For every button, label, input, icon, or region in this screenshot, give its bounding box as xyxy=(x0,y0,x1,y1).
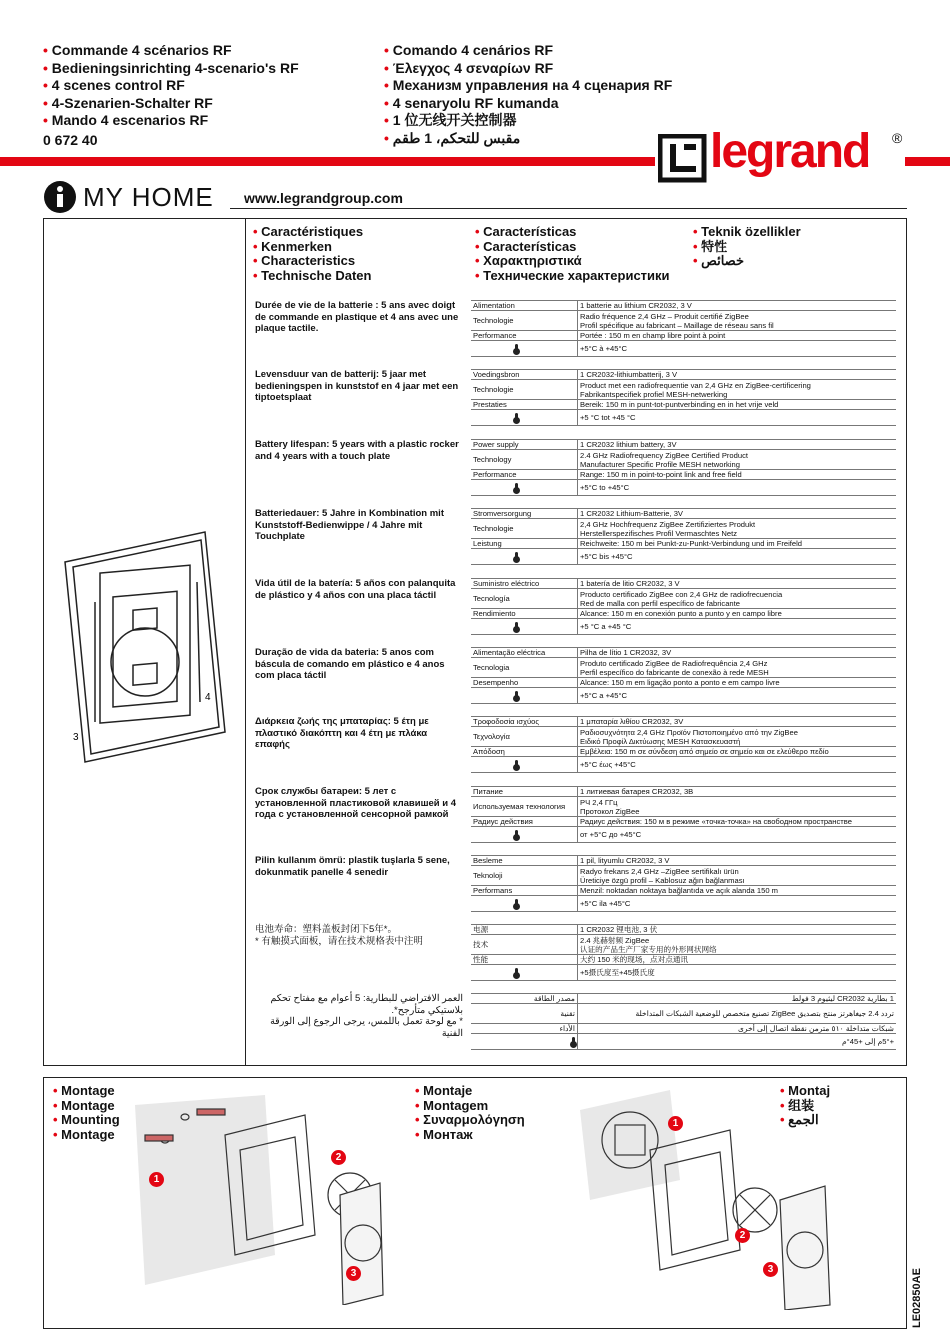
bullet-icon: • xyxy=(43,94,52,111)
legrand-logo-mark-icon xyxy=(658,134,716,192)
montage-col2-text: Montagem xyxy=(423,1097,489,1113)
spec-value: +5°C bis +45°C xyxy=(578,549,897,565)
char-col1-2 xyxy=(253,254,371,269)
bullet-icon: • xyxy=(693,224,702,239)
title-right-0 xyxy=(384,42,672,60)
spec-row xyxy=(471,678,896,688)
spec-row xyxy=(471,341,896,357)
char-col3-text: Teknik özellikler xyxy=(701,224,801,239)
spec-value: 1 CR2032-lithiumbatterij, 3 V xyxy=(578,370,897,380)
spec-row xyxy=(471,817,896,827)
spec-table xyxy=(471,855,896,912)
title-right-text: Механизм управления на 4 сценария RF xyxy=(392,77,673,93)
title-left-2 xyxy=(43,77,299,95)
spec-value: 1 μπαταρία λιθίου CR2032, 3V xyxy=(578,717,897,727)
spec-label: Alimentação eléctrica xyxy=(471,648,578,658)
step-3-badge: 3 xyxy=(346,1266,361,1281)
battery-life-description: Διάρκεια ζωής της μπαταρίας: 5 έτη με πλαστικό διακόπτη και 4 έτη με πλάκα επαφής xyxy=(255,716,429,750)
spec-value: Εμβέλεια: 150 m σε σύνδεση από σημείο σε σημείο και σε ελεύθερο πεδίο xyxy=(578,747,897,757)
spec-value: 2.4 兆赫射频 ZigBee 认证的产品生产厂家专用的外形网状网络 xyxy=(578,935,897,955)
spec-value: Produto certificado ZigBee de Radiofrequência 2,4 GHz Perfil específico do fabricante de conexão à rede MESH xyxy=(578,658,897,678)
spec-value: 1 CR2032 Lithium-Batterie, 3V xyxy=(578,509,897,519)
spec-value: +5°C to +45°C xyxy=(578,480,897,496)
product-drawing-icon xyxy=(55,522,235,792)
thermometer-icon xyxy=(515,968,518,976)
spec-table xyxy=(471,369,896,426)
spec-row xyxy=(471,619,896,635)
image-column-divider xyxy=(245,218,246,1066)
title-left-text: 4 scenes control RF xyxy=(51,77,185,93)
bullet-icon: • xyxy=(253,224,262,239)
spec-label: Τροφοδοσία ισχύος xyxy=(471,717,578,727)
spec-label: Technology xyxy=(471,450,578,470)
spec-row xyxy=(471,955,896,965)
step-2-badge: 2 xyxy=(331,1150,346,1165)
spec-table xyxy=(471,924,896,981)
spec-row xyxy=(471,648,896,658)
bullet-icon: • xyxy=(384,42,393,58)
titles-right xyxy=(384,42,672,147)
montage-col2-text: Συναρμολόγηση xyxy=(423,1112,525,1127)
spec-value: Bereik: 150 m in punt-tot-puntverbinding en in het vrije veld xyxy=(578,400,897,410)
spec-row xyxy=(471,519,896,539)
battery-life-description: Pilin kullanım ömrü: plastik tuşlarla 5 sene, dokunmatik panelle 4 senedir xyxy=(255,855,450,878)
spec-value: 大约 150 米的现场，点对点通讯 xyxy=(578,955,897,965)
bullet-icon: • xyxy=(253,253,262,268)
char-col1-3 xyxy=(253,269,371,284)
thermometer-icon xyxy=(515,899,518,907)
char-col1-1 xyxy=(253,240,371,255)
title-right-text: مقبس للتحكم، 1 طقم xyxy=(392,129,521,146)
spec-value: Ραδιοσυχνότητα 2,4 GHz Προϊόν Πιστοποιημένο από την ZigBee Ειδικό Προφίλ Δικτύωσης MESH Κατασκευαστή xyxy=(578,727,897,747)
montage-col1-text: Montage xyxy=(61,1126,115,1142)
montage-col1-2 xyxy=(53,1113,120,1128)
spec-label: Technologie xyxy=(471,519,578,539)
bullet-icon: • xyxy=(384,77,393,93)
montage-col3-text: Montaj xyxy=(788,1083,831,1098)
bullet-icon: • xyxy=(384,59,393,76)
spec-label xyxy=(471,688,578,704)
spec-table xyxy=(471,439,896,496)
spec-row xyxy=(471,380,896,400)
char-col1-text: Technische Daten xyxy=(261,267,372,283)
title-right-3 xyxy=(384,95,672,113)
spec-label: الأداء xyxy=(471,1024,578,1034)
spec-table xyxy=(471,508,896,565)
spec-row xyxy=(471,797,896,817)
title-right-text: 4 senaryolu RF kumanda xyxy=(392,94,559,111)
bullet-icon: • xyxy=(253,238,262,254)
spec-row xyxy=(471,301,896,311)
battery-life-description: Duração de vida da bateria: 5 anos com báscula de comando em plástico e 4 anos com placa táctil xyxy=(255,647,445,681)
char-col1-text: Characteristics xyxy=(261,253,356,268)
spec-label xyxy=(471,965,578,981)
bullet-icon: • xyxy=(43,42,52,58)
spec-value: Reichweite: 150 m bei Punkt-zu-Punkt-Verbindung und im Freifeld xyxy=(578,539,897,549)
char-col2-text: Características xyxy=(483,238,577,254)
spec-value: +5°C ila +45°C xyxy=(578,896,897,912)
spec-label: Tecnologia xyxy=(471,658,578,678)
spec-row xyxy=(471,370,896,380)
title-left-text: Mando 4 escenarios RF xyxy=(51,112,209,128)
char-col2-text: Χαρακτηριστικά xyxy=(483,253,582,268)
spec-value: Portée : 150 m en champ libre point à point xyxy=(578,331,897,341)
bullet-icon: • xyxy=(253,267,262,283)
spec-value: 1 CR2032 锂电池, 3 伏 xyxy=(578,925,897,935)
char-col2-2 xyxy=(475,254,670,269)
step-2-badge-right: 2 xyxy=(735,1228,750,1243)
spec-label xyxy=(471,549,578,565)
spec-label: Teknoloji xyxy=(471,866,578,886)
spec-value: +5°C à +45°C xyxy=(578,341,897,357)
spec-value: Menzil: noktadan noktaya bağlantıda ve açık alanda 150 m xyxy=(578,886,897,896)
bullet-icon: • xyxy=(53,1126,62,1142)
spec-value: Pilha de lítio 1 CR2032, 3V xyxy=(578,648,897,658)
battery-life-description: Срок службы батареи: 5 лет с установленной пластиковой клавишей и 4 года с установленной сенсорной рамкой xyxy=(255,786,457,820)
spec-label: Радиус действия xyxy=(471,817,578,827)
spec-table xyxy=(471,578,896,635)
char-heading-col3 xyxy=(693,225,801,269)
thermometer-icon xyxy=(515,344,518,352)
spec-label: Prestaties xyxy=(471,400,578,410)
spec-label: 性能 xyxy=(471,955,578,965)
header-red-bar-right xyxy=(905,157,950,166)
spec-label: Suministro eléctrico xyxy=(471,579,578,589)
spec-label: مصدر الطاقة xyxy=(471,994,578,1004)
spec-value: Radyo frekans 2,4 GHz –ZigBee sertifikalı ürün Üreticiye özgü profil – Kablosuz ağın bağlanması xyxy=(578,866,897,886)
spec-label: Stromversorgung xyxy=(471,509,578,519)
spec-label: Performance xyxy=(471,470,578,480)
step-3-badge-right: 3 xyxy=(763,1262,778,1277)
header-rule xyxy=(230,208,907,209)
spec-row xyxy=(471,856,896,866)
spec-table xyxy=(471,786,896,843)
spec-label xyxy=(471,410,578,426)
spec-value: Alcance: 150 m em ligação ponto a ponto e em campo livre xyxy=(578,678,897,688)
spec-row xyxy=(471,400,896,410)
spec-value: от +5°C до +45°C xyxy=(578,827,897,843)
title-right-text: Comando 4 cenários RF xyxy=(392,42,554,58)
spec-label: Desempenho xyxy=(471,678,578,688)
spec-value: 2.4 GHz Radiofrequency ZigBee Certified Product Manufacturer Specific Profile MESH networking xyxy=(578,450,897,470)
spec-label: Используемая технология xyxy=(471,797,578,817)
montage-col2-text: Montaje xyxy=(423,1083,473,1098)
brand-name: legrand xyxy=(710,125,870,178)
char-col3-2 xyxy=(693,254,801,269)
spec-row xyxy=(471,866,896,886)
char-col2-0 xyxy=(475,225,670,240)
spec-label: 电源 xyxy=(471,925,578,935)
title-left-text: 4-Szenarien-Schalter RF xyxy=(51,94,213,111)
char-col3-text: خصائص xyxy=(701,253,744,268)
montage-col2-0 xyxy=(415,1084,525,1099)
spec-value: 1 pil, lityumlu CR2032, 3 V xyxy=(578,856,897,866)
char-col3-text: 特性 xyxy=(701,238,728,254)
bullet-icon: • xyxy=(384,94,393,111)
spec-value: Product met een radiofrequentie van 2,4 GHz en ZigBee-certificering Fabrikantspecifiek profiel MESH-netwerking xyxy=(578,380,897,400)
spec-row xyxy=(471,589,896,609)
spec-row xyxy=(471,331,896,341)
battery-life-description: Battery lifespan: 5 years with a plastic rocker and 4 years with a touch plate xyxy=(255,439,459,462)
battery-life-description: Vida útil de la batería: 5 años con palanquita de plástico y 4 años con una placa táctil xyxy=(255,578,456,601)
spec-label: Voedingsbron xyxy=(471,370,578,380)
thermometer-icon xyxy=(515,760,518,768)
spec-row xyxy=(471,757,896,773)
bullet-icon: • xyxy=(475,253,484,268)
spec-value: +5°م إلى +45°م xyxy=(578,1034,897,1050)
battery-life-description: 电池寿命：塑料盖板封闭下5年*。 * 有触摸式面板，请在技术规格表中注明 xyxy=(255,924,423,947)
bullet-icon: • xyxy=(43,59,52,76)
spec-row xyxy=(471,549,896,565)
myhome-text: MY HOME xyxy=(83,182,214,212)
spec-label xyxy=(471,480,578,496)
thermometer-icon xyxy=(515,622,518,630)
spec-row xyxy=(471,827,896,843)
battery-life-description: العمر الافتراضي للبطارية: 5 أعوام مع مفتاح تحكم بلاستيكي متأرجح*. * مع لوحة تعمل باللمس، يرجى الرجوع إلى الورقة الفنية xyxy=(270,993,463,1039)
spec-row xyxy=(471,1034,896,1050)
spec-row xyxy=(471,470,896,480)
montage-col3-text: 组装 xyxy=(788,1097,815,1113)
info-icon xyxy=(43,180,77,214)
spec-row xyxy=(471,935,896,955)
spec-value: Producto certificado ZigBee con 2,4 GHz de radiofrecuencia Red de malla con perfil específico de fabricante xyxy=(578,589,897,609)
char-col1-text: Caractéristiques xyxy=(261,224,364,239)
website: www.legrandgroup.com xyxy=(244,190,403,206)
montage-col1-3 xyxy=(53,1128,120,1143)
spec-value: 2,4 GHz Hochfrequenz ZigBee Zertifiziertes Produkt Herstellerspezifisches Profil Vermaschtes Netz xyxy=(578,519,897,539)
thermometer-icon xyxy=(515,413,518,421)
spec-label xyxy=(471,619,578,635)
bullet-icon: • xyxy=(415,1126,424,1142)
spec-value: 1 CR2032 lithium battery, 3V xyxy=(578,440,897,450)
titles-left xyxy=(43,42,299,130)
spec-row xyxy=(471,717,896,727)
char-col2-3 xyxy=(475,269,670,284)
title-left-text: Bedieningsinrichting 4-scenario's RF xyxy=(51,59,299,76)
title-left-4 xyxy=(43,112,299,130)
char-col1-0 xyxy=(253,225,371,240)
title-left-1 xyxy=(43,60,299,78)
montage-heading-col1 xyxy=(53,1084,120,1142)
char-col2-text: Технические характеристики xyxy=(483,267,670,283)
step-1-badge: 1 xyxy=(149,1172,164,1187)
spec-label: Τεχνολογία xyxy=(471,727,578,747)
spec-label: Technologie xyxy=(471,380,578,400)
bullet-icon: • xyxy=(53,1097,62,1113)
spec-value: Radio fréquence 2,4 GHz – Produit certifié ZigBee Profil spécifique au fabricant – Maillage de réseau sans fil xyxy=(578,311,897,331)
spec-table xyxy=(471,993,896,1050)
drawing-label-4: 4 xyxy=(205,692,211,703)
spec-table xyxy=(471,647,896,704)
legrand-logo xyxy=(658,125,908,186)
spec-label: Tecnología xyxy=(471,589,578,609)
bullet-icon: • xyxy=(415,1097,424,1113)
brand-registered-mark: ® xyxy=(892,130,903,146)
spec-label: Leistung xyxy=(471,539,578,549)
step-1-badge-right: 1 xyxy=(668,1116,683,1131)
bullet-icon: • xyxy=(780,1112,789,1127)
spec-label: 技术 xyxy=(471,935,578,955)
title-right-2 xyxy=(384,77,672,95)
spec-row xyxy=(471,688,896,704)
spec-row xyxy=(471,994,896,1004)
spec-row xyxy=(471,440,896,450)
drawing-label-3: 3 xyxy=(73,732,79,743)
spec-label xyxy=(471,896,578,912)
spec-row xyxy=(471,410,896,426)
bullet-icon: • xyxy=(780,1097,789,1113)
spec-row xyxy=(471,727,896,747)
spec-label: Performance xyxy=(471,331,578,341)
mounting-drawing-right-icon xyxy=(580,1090,840,1310)
bullet-icon: • xyxy=(693,253,702,268)
spec-value: +5摄氏度至+45摄氏度 xyxy=(578,965,897,981)
bullet-icon: • xyxy=(415,1083,424,1098)
bullet-icon: • xyxy=(475,238,484,254)
montage-col1-text: Montage xyxy=(61,1083,115,1098)
bullet-icon: • xyxy=(43,77,52,93)
char-col2-1 xyxy=(475,240,670,255)
spec-row xyxy=(471,658,896,678)
battery-life-description: Durée de vie de la batterie : 5 ans avec doigt de commande en plastique et 4 ans avec une plaque tactile. xyxy=(255,300,459,334)
spec-label: Питание xyxy=(471,787,578,797)
battery-life-description: Levensduur van de batterij: 5 jaar met bedieningspen in kunststof en 4 jaar met een tiptoetsplaat xyxy=(255,369,459,403)
title-right-1 xyxy=(384,60,672,78)
bullet-icon: • xyxy=(53,1083,62,1098)
title-left-3 xyxy=(43,95,299,113)
char-col2-text: Características xyxy=(483,224,577,239)
spec-row xyxy=(471,609,896,619)
spec-value: +5 °C a +45 °C xyxy=(578,619,897,635)
spec-value: РЧ 2,4 ГГц Протокол ZigBee xyxy=(578,797,897,817)
bullet-icon: • xyxy=(415,1112,424,1127)
spec-row xyxy=(471,311,896,331)
spec-value: +5 °C tot +45 °C xyxy=(578,410,897,426)
doc-code: LE02850AE xyxy=(911,1268,923,1328)
spec-value: +5°C έως +45°C xyxy=(578,757,897,773)
thermometer-icon xyxy=(515,691,518,699)
spec-row xyxy=(471,1004,896,1024)
bullet-icon: • xyxy=(384,112,393,128)
spec-row xyxy=(471,480,896,496)
title-right-text: Έλεγχος 4 σεναρίων RF xyxy=(392,59,554,76)
spec-label: Alimentation xyxy=(471,301,578,311)
spec-label: Rendimiento xyxy=(471,609,578,619)
montage-col2-1 xyxy=(415,1099,525,1114)
spec-row xyxy=(471,787,896,797)
spec-row xyxy=(471,509,896,519)
char-col3-0 xyxy=(693,225,801,240)
title-right-5 xyxy=(384,130,672,148)
spec-row xyxy=(471,925,896,935)
montage-col2-text: Монтаж xyxy=(423,1126,473,1142)
char-heading-col1 xyxy=(253,225,371,283)
spec-value: 1 بطارية CR2032 ليثيوم 3 فولط xyxy=(578,994,897,1004)
spec-label: Power supply xyxy=(471,440,578,450)
spec-value: 1 batterie au lithium CR2032, 3 V xyxy=(578,301,897,311)
montage-col2-2 xyxy=(415,1113,525,1128)
battery-life-description: Batteriedauer: 5 Jahre in Kombination mit Kunststoff-Bedienwippe / 4 Jahre mit Touchplate xyxy=(255,508,444,542)
montage-col1-0 xyxy=(53,1084,120,1099)
spec-row xyxy=(471,539,896,549)
spec-label xyxy=(471,757,578,773)
bullet-icon: • xyxy=(693,238,702,254)
spec-row xyxy=(471,896,896,912)
part-number: 0 672 40 xyxy=(43,132,98,148)
bullet-icon: • xyxy=(53,1112,62,1127)
thermometer-icon xyxy=(515,830,518,838)
bullet-icon: • xyxy=(43,112,52,128)
title-left-text: Commande 4 scénarios RF xyxy=(51,42,232,58)
spec-table xyxy=(471,716,896,773)
spec-label xyxy=(471,827,578,843)
char-heading-col2 xyxy=(475,225,670,283)
spec-table xyxy=(471,300,896,357)
montage-heading-col2 xyxy=(415,1084,525,1142)
montage-col1-1 xyxy=(53,1099,120,1114)
bullet-icon: • xyxy=(475,267,484,283)
spec-value: تردد 2.4 جيغاهرتز منتج بتصديق ZigBee تصنيع متخصص للوضعية الشبكات المتداخلة xyxy=(578,1004,897,1024)
spec-label: Performans xyxy=(471,886,578,896)
bullet-icon: • xyxy=(780,1083,789,1098)
spec-label xyxy=(471,1034,578,1050)
spec-value: 1 литиевая батарея CR2032, 3В xyxy=(578,787,897,797)
thermometer-icon xyxy=(515,483,518,491)
spec-value: +5°C a +45°C xyxy=(578,688,897,704)
thermometer-icon xyxy=(515,552,518,560)
spec-row xyxy=(471,579,896,589)
spec-value: 1 batería de litio CR2032, 3 V xyxy=(578,579,897,589)
spec-value: Alcance: 150 m en conexión punto a punto y en campo libre xyxy=(578,609,897,619)
montage-col1-text: Mounting xyxy=(61,1112,120,1127)
bullet-icon: • xyxy=(384,129,393,146)
header-red-bar xyxy=(0,157,655,166)
bullet-icon: • xyxy=(475,224,484,239)
spec-label: Technologie xyxy=(471,311,578,331)
spec-row xyxy=(471,886,896,896)
char-col1-text: Kenmerken xyxy=(261,238,332,254)
spec-label: Απόδοση xyxy=(471,747,578,757)
spec-value: Range: 150 m in point-to-point link and free field xyxy=(578,470,897,480)
spec-row xyxy=(471,450,896,470)
montage-col2-3 xyxy=(415,1128,525,1143)
spec-value: Радиус действия: 150 м в режиме «точка-точка» на свободном пространстве xyxy=(578,817,897,827)
spec-row xyxy=(471,965,896,981)
thermometer-icon xyxy=(572,1037,575,1045)
montage-col3-text: الجمع xyxy=(788,1112,819,1127)
char-col3-1 xyxy=(693,240,801,255)
spec-label: تقنية xyxy=(471,1004,578,1024)
title-right-text: 1 位无线开关控制器 xyxy=(392,112,517,128)
spec-row xyxy=(471,747,896,757)
spec-label: Besleme xyxy=(471,856,578,866)
spec-row xyxy=(471,1024,896,1034)
spec-value: شبكات متداخلة ٥١٠ مترمن نقطة اتصال إلى أخرى xyxy=(578,1024,897,1034)
title-right-4 xyxy=(384,112,672,130)
spec-label xyxy=(471,341,578,357)
title-left-0 xyxy=(43,42,299,60)
montage-col1-text: Montage xyxy=(61,1097,115,1113)
